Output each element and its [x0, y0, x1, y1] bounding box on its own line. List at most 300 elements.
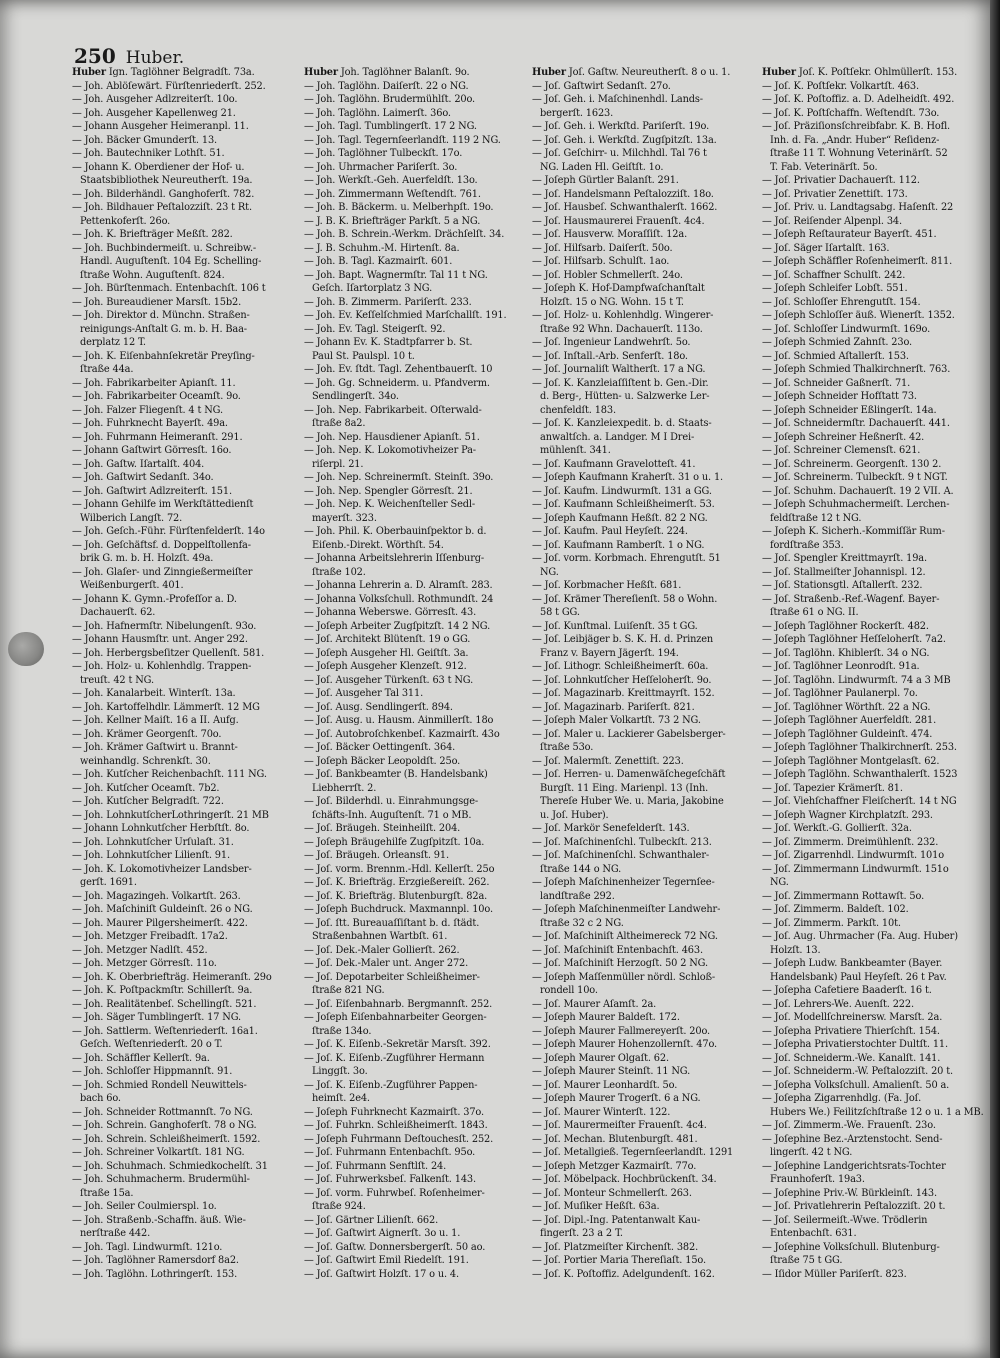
- directory-entry: — Joſeph Taglöhn. Schwanthalerſt. 1523: [762, 769, 958, 780]
- directory-entry: — Joh. Kartoffelhdlr. Lämmerſt. 12 MG: [72, 701, 260, 713]
- directory-entry: — Joſeph Schmied Zahnſt. 23o.: [762, 337, 912, 348]
- directory-entry: — Joſ. Taglöhner Wörthſt. 22 a NG.: [762, 701, 931, 713]
- directory-entry: — Joſeph Schäffler Roſenheimerſt. 811.: [762, 256, 953, 267]
- directory-entry: — Joſ. Bräugeh. Steinheilſt. 204.: [304, 823, 461, 834]
- directory-entry: — Joh. Schuhmach. Schmiedkochelſt. 31: [72, 1160, 268, 1172]
- entry-continuation: NG. Laden Hl. Geiſtſt. 1o.: [540, 161, 664, 173]
- directory-entry: — Joſ. Platzmeiſter Kirchenſt. 382.: [532, 1241, 699, 1253]
- directory-entry: — Joh. Fabrikarbeiter Oceamſt. 9o.: [72, 391, 241, 402]
- directory-entry: — Joſ. Dipl.-Ing. Patentanwalt Kau-: [532, 1214, 701, 1226]
- directory-entry: — Joſ. Maſchiniſt Altheimereck 72 NG.: [532, 931, 718, 942]
- directory-entry: — Joh. B. Zimmerm. Pariſerſt. 233.: [304, 296, 472, 308]
- entry-continuation: ſtraße Wohn. Auguſtenſt. 824.: [80, 269, 225, 281]
- entry-continuation: ſtraße 134o.: [312, 1025, 372, 1037]
- directory-entry: — Joh. Tagl. Tegernſeerlandſt. 119 2 NG.: [304, 134, 501, 146]
- directory-entry: — Joſepha Privatiere Thierſchſt. 154.: [762, 1025, 940, 1037]
- directory-entry: — Joſ. Maurer Aſamſt. 2a.: [532, 998, 657, 1010]
- directory-entry: — Joſeph Maſſenmüller nördl. Schloß-: [532, 971, 716, 983]
- entry-continuation: ſtraße 924.: [312, 1201, 366, 1212]
- directory-entry: — Joſ. Präziſionsſchreibfabr. K. B. Hofl.: [762, 121, 951, 132]
- directory-entry: — Joh. Geſchäftsf. d. Doppelſtollenfa-: [72, 539, 251, 551]
- directory-entry: — Joſ. K. Poſtſekr. Volkartſt. 463.: [762, 80, 919, 92]
- directory-entry: — Joh. Taglöhn. Laimerſt. 36o.: [304, 107, 451, 119]
- directory-entry: — Joſ. Maurer Leonhardſt. 5o.: [532, 1079, 678, 1091]
- directory-entry: — Joſ. Leibjäger b. S. K. H. d. Prinzen: [532, 634, 714, 645]
- column-4: [762, 66, 988, 1281]
- directory-entry: — Joſepha Privatierstochter Dultſt. 11.: [762, 1039, 948, 1050]
- directory-entry: — Joſ. Hausmaurerei Frauenſt. 4c4.: [532, 215, 705, 227]
- directory-entry: — Joſeph Taglöhner Thalkirchnerſt. 253.: [762, 742, 957, 753]
- directory-entry: — Johanna Lehrerin a. D. Alramſt. 283.: [304, 580, 493, 591]
- directory-entry: — Joh. Kutſcher Reichenbachſt. 111 NG.: [72, 769, 267, 780]
- entry-heading: Huber Joſ. Gaſtw. Neureutherſt. 8 o u. 1.: [532, 67, 731, 78]
- directory-entry: — Joſ. Ingenieur Landwehrſt. 5o.: [532, 337, 691, 348]
- directory-entry: — Joſ. Zimmerm. Parkſt. 10t.: [762, 917, 901, 929]
- directory-entry: — Joſeph Schuhmachermeiſt. Lerchen-: [762, 499, 950, 510]
- directory-entry: — Joſ. Bankbeamter (B. Handelsbank): [304, 769, 488, 780]
- directory-entry: — Joh. Krämer Gaſtwirt u. Brannt-: [72, 742, 238, 753]
- directory-entry: — Joh. Schreiner Volkartſt. 181 NG.: [72, 1147, 245, 1158]
- surname-heading: Huber: [304, 67, 338, 78]
- directory-entry: — J. B. K. Briefträger Parkſt. 5 a NG.: [304, 215, 481, 227]
- directory-entry: — Joſ. Schloſſer Lindwurmſt. 169o.: [762, 323, 931, 335]
- directory-entry: — Joſeph Maſchinenheizer Tegernſee-: [532, 877, 715, 888]
- directory-entry: — Joh. Tagl. Lindwurmſt. 121o.: [72, 1241, 223, 1253]
- directory-entry: — Joh. Magazingeh. Volkartſt. 263.: [72, 890, 241, 902]
- directory-entry: — Joſ. Taglöhner Paulanerpl. 7o.: [762, 688, 918, 699]
- directory-entry: — Joſ. Holz- u. Kohlenhdlg. Wingerer-: [532, 310, 714, 321]
- entry-continuation: Entenbachſt. 631.: [770, 1228, 857, 1239]
- entry-continuation: derplatz 12 T.: [80, 337, 146, 348]
- directory-entry: — Joſephine Volksſchull. Blutenburg-: [762, 1241, 940, 1253]
- directory-entry: — Joſ. Fuhrmann Entenbachſt. 95o.: [304, 1147, 476, 1158]
- directory-entry: — Joh. Seiler Coulmierspl. 1o.: [72, 1201, 217, 1212]
- directory-entry: — Joh. Schloſſer Hippmannſt. 91.: [72, 1066, 233, 1077]
- directory-entry: — Joſ. Schaffner Schulſt. 242.: [762, 269, 906, 281]
- entry-continuation: ſtraße 53o.: [540, 742, 594, 753]
- page-number: 250: [74, 44, 116, 68]
- directory-entry: — Joſ. Stallmeiſter Johannispl. 12.: [762, 566, 926, 578]
- entry-continuation: mühlenſt. 341.: [540, 445, 611, 456]
- directory-entry: — Joſ. Spengler Kreittmayrſt. 19a.: [762, 553, 927, 564]
- directory-entry: — Joh. Hafnermſtr. Nibelungenſt. 93o.: [72, 620, 257, 632]
- directory-entry: — Joſ. Korbmacher Heßſt. 681.: [532, 580, 682, 591]
- directory-entry: — Joſ. Schreiner Clemensſt. 621.: [762, 445, 921, 456]
- directory-entry: — Joh. Bapt. Wagnermſtr. Tal 11 t NG.: [304, 269, 488, 281]
- entry-continuation: ſtraße 144 o NG.: [540, 863, 622, 875]
- directory-entry: — Joh. Werkſt.-Geh. Auerfeldſt. 13o.: [304, 175, 478, 186]
- directory-entry: — Joh. Metzger Nadlſt. 452.: [72, 944, 208, 956]
- entry-continuation: Pettenkoferſt. 26o.: [80, 215, 171, 227]
- directory-entry: — Joſ. Depotarbeiter Schleißheimer-: [304, 971, 480, 983]
- directory-entry: — Joſeph Schmied Thalkirchnerſt. 763.: [762, 364, 951, 375]
- directory-entry: — Joh. Gaſtwirt Adlzreiterſt. 151.: [72, 485, 232, 497]
- directory-entry: — Joſ. Markör Senefelderſt. 143.: [532, 823, 690, 834]
- directory-entry: — Joſeph Buchdruck. Maxmannpl. 10o.: [304, 904, 493, 915]
- directory-entry: — Joſ. Gärtner Lilienſt. 662.: [304, 1214, 439, 1226]
- directory-entry: — Joſeph Ludw. Bankbeamter (Bayer.: [762, 958, 943, 969]
- directory-entry: — Joſeph Taglöhner Montgelasſt. 62.: [762, 755, 940, 767]
- directory-entry: — Joſephine Bez.-Arztenstocht. Send-: [762, 1133, 943, 1145]
- directory-entry: — Joſ. Herren- u. Damenwäſchegeſchäft: [532, 769, 726, 780]
- directory-entry: — Joſeph Maurer Fallmereyerſt. 20o.: [532, 1025, 710, 1037]
- directory-entry: — Joh. K. Oberbriefträg. Heimeranſt. 29o: [72, 971, 272, 983]
- entry-continuation: bach 6o.: [80, 1093, 121, 1104]
- directory-entry: — Joſeph Schleifer Lobſt. 551.: [762, 283, 908, 294]
- directory-entry: — Joſ. Reiſender Alpenpl. 34.: [762, 215, 902, 227]
- directory-entry: — Joſ. Privatlehrerin Peſtalozziſt. 20 t.: [762, 1201, 946, 1212]
- directory-entry: — Joſ. Fuhrkn. Schleißheimerſt. 1843.: [304, 1120, 488, 1131]
- directory-entry: — Joſ. Kunſtmal. Luiſenſt. 35 t GG.: [532, 620, 698, 632]
- directory-entry: — Joſeph Schreiner Heßnerſt. 42.: [762, 431, 925, 443]
- entry-continuation: rondell 10o.: [540, 985, 598, 996]
- directory-entry: — Joſ. Kaufm. Lindwurmſt. 131 a GG.: [532, 485, 712, 497]
- directory-entry: — Joſ. Monteur Schmellerſt. 263.: [532, 1187, 692, 1199]
- surname-heading: Huber: [762, 67, 796, 78]
- directory-entry: — Joh. Glaſer- und Zinngießermeiſter: [72, 566, 253, 578]
- directory-entry: — Joh. Ev. ſtdt. Tagl. Zehentbauerſt. 10: [304, 364, 493, 375]
- directory-entry: — Joſ. Fuhrwerksbeſ. Falkenſt. 143.: [304, 1174, 476, 1185]
- entry-continuation: nerſtraße 442.: [80, 1228, 151, 1239]
- directory-entry: — Joſ. K. Poſtſchaffn. Weſtendſt. 73o.: [762, 107, 940, 119]
- directory-entry: — Joſeph Ausgeher Klenzeſt. 912.: [304, 661, 467, 672]
- directory-entry: — Joſ. Ausgeher Türkenſt. 63 t NG.: [304, 674, 474, 686]
- directory-entry: — Joſ. Gaſtwirt Aignerſt. 3o u. 1.: [304, 1228, 461, 1239]
- directory-entry: — Johann Gehilfe im Werkſtättedienſt: [72, 499, 254, 510]
- entry-continuation: T. Fab. Veterinärſt. 5o.: [770, 161, 878, 173]
- entry-continuation: Burgſt. 11 Eing. Marienpl. 13 (Inh.: [540, 782, 709, 794]
- directory-entry: — Joſ. Geſchirr- u. Milchhdl. Tal 76 t: [532, 148, 707, 159]
- directory-entry: — Joſ. Aug. Uhrmacher (Fa. Aug. Huber): [762, 931, 958, 942]
- directory-entry: — Joſ. Taglöhn. Lindwurmſt. 74 a 3 MB: [762, 674, 951, 686]
- directory-entry: — Joh. Buchbindermeiſt. u. Schreibw.-: [72, 242, 257, 254]
- directory-entry: — Joſeph Metzger Kazmairſt. 77o.: [532, 1160, 697, 1172]
- directory-entry: — Joſ. Straßenb.-Ref.-Wagenf. Bayer-: [762, 593, 940, 605]
- entry-continuation: ſtraße 102.: [312, 566, 366, 578]
- directory-entry: — Joſ. Stationsgtl. Aſtallerſt. 232.: [762, 580, 923, 591]
- directory-entry: — Johann Ausgeher Heimeranpl. 11.: [72, 121, 249, 132]
- entry-continuation: ſtraße 44a.: [80, 364, 134, 375]
- directory-entry: — Joh. Lohnkutſcher Lilienſt. 91.: [72, 850, 230, 861]
- directory-entry: — Joh. Bautechniker Lothſt. 51.: [72, 148, 225, 159]
- directory-columns: [72, 66, 988, 1350]
- directory-entry: — Joſ. Inſtall.-Arb. Senferſt. 18o.: [532, 350, 688, 362]
- directory-entry: — Joſ. Dek.-Maler Gollierſt. 262.: [304, 944, 460, 956]
- directory-entry: — Joh. Herbergsbeſitzer Quellenſt. 581.: [72, 647, 265, 659]
- directory-entry: — Joſ. Bilderhdl. u. Einrahmungsge-: [304, 796, 479, 807]
- directory-entry: — Joſ. Geh. i. Werkſtd. Pariſerſt. 19o.: [532, 121, 710, 132]
- directory-entry: — Joh. B. Schrein.-Werkm. Drächſelſt. 34.: [304, 229, 505, 240]
- directory-entry: — Joſ. Bäcker Oettingenſt. 364.: [304, 742, 456, 753]
- directory-entry: — Joſeph Maurer Baldeſt. 172.: [532, 1012, 680, 1023]
- directory-entry: — Johann Lohnkutſcher Herbſtſt. 8o.: [72, 823, 250, 834]
- directory-entry: — Joſ. Maurer Winterſt. 122.: [532, 1106, 671, 1118]
- entry-continuation: ſchäfts-Inh. Auguſtenſt. 71 o MB.: [312, 809, 472, 821]
- directory-entry: — Joh. Gg. Schneiderm. u. Pfandverm.: [304, 377, 490, 389]
- directory-entry: — Joſeph Maurer Trogerſt. 6 a NG.: [532, 1093, 701, 1104]
- entry-continuation: weinhandlg. Schrenkſt. 30.: [80, 755, 211, 767]
- directory-entry: — Joh. Tagl. Tumblingerſt. 17 2 NG.: [304, 121, 477, 132]
- directory-entry: — Joſ. Ausg. Sendlingerſt. 894.: [304, 701, 453, 713]
- directory-entry: — Joſeph Schneider Eßlingerſt. 14a.: [762, 404, 937, 416]
- directory-entry: — Joh. Schmied Rondell Neuwittels-: [72, 1079, 247, 1091]
- directory-entry: — Joſ. Gaſtw. Donnersbergerſt. 50 ao.: [304, 1241, 486, 1253]
- entry-heading: Huber Ign. Taglöhner Belgradſt. 73a.: [72, 67, 255, 78]
- entry-continuation: reinigungs-Anſtalt G. m. b. H. Baa-: [80, 323, 247, 335]
- directory-entry: — Joh. Metzger Freibadſt. 17a2.: [72, 931, 228, 942]
- directory-entry: — Joſ. Maſchiniſt Entenbachſt. 463.: [532, 944, 703, 956]
- directory-entry: — Joſ. Kaufm. Paul Heyſeſt. 224.: [532, 526, 688, 537]
- directory-entry: — Joſ. K. Briefträg. Blutenburgſt. 82a.: [304, 890, 488, 902]
- directory-entry: — Joſ. Hobler Schmellerſt. 24o.: [532, 269, 683, 281]
- directory-entry: — Joſ. Schneidermſtr. Dachauerſt. 441.: [762, 418, 950, 429]
- directory-entry: — Joſ. vorm. Brennm.-Hdl. Kellerſt. 25o: [304, 863, 495, 875]
- directory-entry: — Joſeph Reſtaurateur Bayerſt. 451.: [762, 229, 937, 240]
- directory-entry: — Joſ. Modellſchreinersw. Marsſt. 2a.: [762, 1012, 943, 1023]
- directory-entry: — Joſepha Zigarrenhdlg. (Fa. Joſ.: [762, 1093, 922, 1104]
- entry-continuation: Thereſe Huber We. u. Maria, Jakobine: [540, 796, 724, 807]
- column-3: [532, 66, 756, 1281]
- binder-ring-mark: [8, 632, 44, 666]
- directory-entry: — Joh. Sattlerm. Weſtenriederſt. 16a1.: [72, 1025, 258, 1037]
- directory-entry: — Joh. Nep. K. Lokomotivheizer Pa-: [304, 445, 476, 456]
- entry-continuation: ſtraße 15a.: [80, 1187, 134, 1199]
- directory-entry: — Joſeph Schloſſer äuß. Wienerſt. 1352.: [762, 310, 955, 321]
- directory-entry: — Joſ. Schreinerm. Tulbeckſt. 9 t NGT.: [762, 472, 948, 483]
- directory-entry: — Joſ. Handelsmann Peſtalozziſt. 18o.: [532, 188, 714, 200]
- entry-continuation: anwaltſch. a. Landger. M I Drei-: [540, 431, 695, 443]
- directory-entry: — Joſ. K. Eiſenb.-Zugführer Pappen-: [304, 1079, 478, 1091]
- entry-continuation: Liebherrſt. 2.: [312, 782, 377, 794]
- directory-entry: — Joſeph Maurer Hohenzollernſt. 47o.: [532, 1039, 717, 1050]
- entry-continuation: Fraunhoferſt. 19a3.: [770, 1174, 865, 1185]
- directory-entry: — Joh. LohnkutſcherLothringerſt. 21 MB: [72, 809, 269, 821]
- directory-entry: — Joſ. Priv. u. Landtagsabg. Haſenſt. 22: [762, 202, 954, 213]
- directory-entry: — Joſ. Schuhm. Dachauerſt. 19 2 VII. A.: [762, 485, 954, 497]
- entry-continuation: Handl. Auguſtenſt. 104 Eg. Schelling-: [80, 256, 262, 267]
- directory-entry: — Joſ. Ausgeher Tal 311.: [304, 688, 424, 699]
- directory-entry: — Joh. B. Tagl. Kazmairſt. 601.: [304, 256, 453, 267]
- directory-entry: — Joh. Schrein. Schleißheimerſt. 1592.: [72, 1133, 261, 1145]
- directory-entry: — Johanna Arbeitslehrerin Iſſenburg-: [304, 553, 485, 564]
- directory-entry: — Joſ. Schneiderm.-We. Kanalſt. 141.: [762, 1052, 941, 1064]
- entry-continuation: ſtraße 32 c 2 NG.: [540, 917, 624, 929]
- directory-entry: — Joſ. Geh. i. Werkſtd. Zugſpitzſt. 13a.: [532, 134, 717, 146]
- directory-entry: — Johann Gaſtwirt Görresſt. 16o.: [72, 445, 232, 456]
- directory-entry: — Joh. Kutſcher Oceamſt. 7b2.: [72, 782, 220, 794]
- directory-entry: — Johann K. Oberdiener der Hof- u.: [72, 161, 245, 173]
- entry-continuation: Inh. d. Fa. „Andr. Huber“ Reſidenz-: [770, 134, 940, 146]
- directory-entry: — Joſ. K. Kanzleiaſſiſtent b. Gen.-Dir.: [532, 377, 709, 389]
- directory-entry: — Joſ. Privatier Dachauerſt. 112.: [762, 175, 920, 186]
- directory-entry: — Joſeph K. Sicherh.-Kommiſſär Rum-: [762, 526, 945, 537]
- directory-entry: — Joſ. Maler u. Lackierer Gabelsberger-: [532, 728, 726, 740]
- directory-entry: — Joh. Uhrmacher Pariſerſt. 3o.: [304, 161, 458, 173]
- entry-continuation: fordſtraße 353.: [770, 539, 844, 551]
- directory-entry: — Joh. Bildhauer Peſtalozziſt. 23 t Rt.: [72, 202, 252, 213]
- directory-entry: — Joſ. Tapezier Krämerſt. 81.: [762, 782, 903, 794]
- directory-entry: — Joh. Schneider Rottmannſt. 7o NG.: [72, 1106, 253, 1118]
- directory-entry: — Joſ. Fuhrmann Senftlſt. 24.: [304, 1160, 447, 1172]
- directory-entry: — Joh. Bürſtenmach. Entenbachſt. 106 t: [72, 283, 266, 294]
- entry-continuation: Straßenbahnen Wartbſt. 61.: [312, 931, 448, 942]
- entry-continuation: Handelsbank) Paul Heyſeſt. 26 t Pav.: [770, 971, 947, 983]
- directory-entry: — Joſ. Seilermeiſt.-Wwe. Trödlerin: [762, 1214, 928, 1226]
- directory-entry: — Joh. Taglöhn. Lothringerſt. 153.: [72, 1268, 238, 1280]
- entry-continuation: fingerſt. 23 a 2 T.: [540, 1228, 623, 1239]
- directory-entry: — Joh. Taglöhner Ramersdorf 8a2.: [72, 1255, 239, 1266]
- entry-continuation: Staatsbibliothek Neureutherſt. 19a.: [80, 175, 253, 186]
- directory-entry: — Joſ. Säger Iſartalſt. 163.: [762, 242, 890, 254]
- entry-continuation: chenfeldſt. 183.: [540, 404, 616, 416]
- directory-entry: — Joſeph Arbeiter Zugſpitzſt. 14 2 NG.: [304, 620, 491, 632]
- entry-heading: Huber Joh. Taglöhner Balanſt. 9o.: [304, 67, 470, 78]
- directory-entry: — Joſ. Malermſt. Zenettiſt. 223.: [532, 755, 684, 767]
- directory-entry: — Joh. Nep. K. Weichenſteller Sedl-: [304, 499, 475, 510]
- directory-entry: — Joſ. K. Briefträg. Erzgießereiſt. 262.: [304, 877, 490, 888]
- directory-entry: — Joſ. Magazinarb. Pariſerſt. 821.: [532, 701, 695, 713]
- entry-continuation: ſtraße 8a2.: [312, 418, 366, 429]
- directory-entry: — Joſ. Hilfsarb. Daiſerſt. 50o.: [532, 242, 673, 254]
- directory-entry: — Joſ. Schreinerm. Georgenſt. 130 2.: [762, 458, 942, 470]
- entry-continuation: NG.: [770, 877, 789, 888]
- directory-entry: — Joh. Fuhrmann Heimeranſt. 291.: [72, 431, 243, 443]
- directory-entry: — Joſ. Werkſt.-G. Gollierſt. 32a.: [762, 823, 912, 834]
- entry-continuation: bergerſt. 1623.: [540, 107, 614, 119]
- directory-entry: — Joſ. Dek.-Maler unt. Anger 272.: [304, 958, 469, 969]
- directory-entry: — Joſ. Gaſtwirt Sedanſt. 27o.: [532, 80, 671, 92]
- directory-entry: — Joſ. Kaufmann Ramberſt. 1 o NG.: [532, 539, 705, 551]
- entry-continuation: ſtraße 92 Whn. Dachauerſt. 113o.: [540, 323, 703, 335]
- directory-entry: — Joh. Ausgeher Kapellenweg 21.: [72, 107, 236, 119]
- directory-entry: — Joſ. Hilfsarb. Schulſt. 1ao.: [532, 256, 670, 267]
- directory-entry: — Joh. Falzer Fliegenſt. 4 t NG.: [72, 404, 223, 416]
- directory-entry: — Joh. Kanalarbeit. Winterſt. 13a.: [72, 688, 236, 699]
- directory-entry: — Joſeph Maurer Olgaſt. 62.: [532, 1052, 669, 1064]
- directory-entry: — Joh. Säger Tumblingerſt. 17 NG.: [72, 1012, 242, 1023]
- directory-entry: — Joh. K. Lokomotivheizer Landsber-: [72, 863, 252, 875]
- directory-entry: — Joh. Phil. K. Oberbauinſpektor b. d.: [304, 526, 487, 537]
- directory-entry: — Joh. Metzger Görresſt. 11o.: [72, 958, 217, 969]
- entry-continuation: landſtraße 292.: [540, 890, 615, 902]
- directory-entry: — Johann Ev. K. Stadtpfarrer b. St.: [304, 337, 473, 348]
- directory-entry: — Joh. Kutſcher Belgradſt. 722.: [72, 796, 224, 807]
- directory-entry: — Joſeph Ausgeher Hl. Geiſtſt. 3a.: [304, 647, 469, 659]
- directory-entry: — Joſ. Eiſenbahnarb. Bergmannſt. 252.: [304, 998, 493, 1010]
- entry-continuation: Franz v. Bayern Jägerſt. 194.: [540, 647, 679, 659]
- entry-continuation: treuſt. 42 t NG.: [80, 674, 154, 686]
- entry-continuation: ſtraße 75 t GG.: [770, 1255, 843, 1266]
- directory-entry: — Joh. Taglöhn. Daiſerſt. 22 o NG.: [304, 80, 469, 92]
- directory-entry: — Joſ. Kaufmann Gravelotteſt. 41.: [532, 458, 696, 470]
- directory-entry: — Joſeph Taglöhner Rockerſt. 482.: [762, 620, 929, 632]
- directory-entry: — Joh. Kellner Maiſt. 16 a II. Aufg.: [72, 715, 239, 726]
- entry-continuation: 58 t GG.: [540, 607, 580, 618]
- entry-continuation: lingerſt. 42 t NG.: [770, 1147, 853, 1158]
- directory-entry: — Joh. Fabrikarbeiter Apianſt. 11.: [72, 377, 236, 389]
- directory-entry: — Joſ. Privatier Zenettiſt. 173.: [762, 188, 908, 200]
- directory-entry: — Joh. Nep. Schreinermſt. Steinſt. 39o.: [304, 472, 494, 483]
- directory-entry: — Joſ. Kaufmann Schleißheimerſt. 53.: [532, 499, 715, 510]
- directory-entry: — Joſepha Cafetiere Baaderſt. 16 t.: [762, 985, 932, 996]
- directory-entry: — Joſ. Architekt Blütenſt. 19 o GG.: [304, 634, 471, 645]
- running-head: Huber.: [125, 48, 185, 68]
- directory-entry: — Joſ. Geh. i. Maſchinenhdl. Lands-: [532, 94, 703, 105]
- entry-continuation: ſtraße 61 o NG. II.: [770, 607, 859, 618]
- directory-entry: — Joh. Bilderhändl. Ganghoferſt. 782.: [72, 188, 255, 200]
- column-1: [72, 66, 298, 1281]
- directory-entry: — Joſ. Mechan. Blutenburgſt. 481.: [532, 1133, 698, 1145]
- directory-entry: — Joh. B. Bäckerm. u. Melberhpſt. 19o.: [304, 202, 494, 213]
- directory-entry: — Joſeph Wagner Kirchplatzſt. 293.: [762, 809, 933, 821]
- directory-entry: — Joh. K. Eiſenbahnſekretär Preyſing-: [72, 350, 255, 362]
- directory-entry: — Joſ. Zimmermann Lindwurmſt. 151o: [762, 863, 949, 875]
- directory-entry: — Joſ. Zimmerm. Baldeſt. 102.: [762, 904, 909, 915]
- directory-entry: — Joſ. Bräugeh. Orleansſt. 91.: [304, 850, 449, 861]
- directory-entry: — Joh. Schäffler Kellerſt. 9a.: [72, 1052, 210, 1064]
- directory-entry: — Joh. Direktor d. Münchn. Straßen-: [72, 310, 250, 321]
- directory-entry: — Joſ. K. Poſtoffiz. a. D. Adelheidſt. 492.: [762, 94, 955, 105]
- directory-entry: — Joſ. Viehſchaffner Fleiſcherſt. 14 t NG: [762, 796, 957, 807]
- directory-entry: — Joſ. Muſiker Heßſt. 63a.: [532, 1201, 660, 1212]
- directory-entry: — Joſ. Schneiderm.-W. Peſtalozziſt. 20 t.: [762, 1066, 953, 1077]
- directory-entry: — Joſephine Landgerichtsrats-Tochter: [762, 1160, 946, 1172]
- directory-entry: — Joh. Taglöhn. Brudermühlſt. 20o.: [304, 94, 476, 105]
- entry-continuation: Paul St. Paulspl. 10 t.: [312, 350, 415, 362]
- directory-entry: — Joſ. Portier Maria Thereſiaſt. 15o.: [532, 1255, 706, 1266]
- directory-entry: — Joh. Zimmermann Weſtendſt. 761.: [304, 188, 481, 200]
- directory-entry: — Joſeph K. Hof-Dampfwaſchanſtalt: [532, 283, 705, 294]
- directory-entry: — Joſeph Bräugehilfe Zugſpitzſt. 10a.: [304, 836, 485, 848]
- directory-entry: — Joſ. Zimmermann Rottawſt. 5o.: [762, 890, 925, 902]
- directory-entry: — Joſeph Maler Volkartſt. 73 2 NG.: [532, 715, 701, 726]
- entry-continuation: Holzſt. 13.: [770, 944, 821, 956]
- directory-entry: — Joſ. Maurermeiſter Frauenſt. 4c4.: [532, 1120, 707, 1131]
- directory-entry: — Joſ. Autobroſchkenbeſ. Kazmairſt. 43o: [304, 728, 500, 740]
- directory-entry: — Joſ. Lehrers-We. Auenſt. 222.: [762, 998, 914, 1010]
- directory-entry: — Joſ. K. Kanzleiexpedit. b. d. Staats-: [532, 418, 712, 429]
- directory-entry: — Joſeph Maurer Steinſt. 11 NG.: [532, 1066, 691, 1077]
- directory-entry: — Joſ. Möbelpack. Hochbrückenſt. 34.: [532, 1174, 717, 1185]
- entry-continuation: brik G. m. b. H. Holzſt. 49a.: [80, 553, 214, 564]
- directory-entry: — Joh. Gaſtw. Iſartalſt. 404.: [72, 458, 205, 470]
- directory-entry: — Joh. Geſch.-Führ. Fürſtenfelderſt. 14o: [72, 526, 265, 537]
- directory-entry: — Joſ. K. Eiſenb.-Sekretär Marsſt. 392.: [304, 1039, 491, 1050]
- directory-entry: — Joſ. Gaſtwirt Holzſt. 17 o u. 4.: [304, 1268, 459, 1280]
- entry-continuation: ſtraße 11 T. Wohnung Veterinärſt. 52: [770, 148, 948, 159]
- directory-entry: — Joh. Taglöhner Tulbeckſt. 17o.: [304, 148, 463, 159]
- entry-continuation: Hubers We.) Feilitzſchſtraße 12 o u. 1 a MB.: [770, 1106, 984, 1118]
- directory-entry: — Joh. Schrein. Ganghoferſt. 78 o NG.: [72, 1120, 257, 1131]
- directory-entry: — Joſ. Hausverw. Moraſſiſt. 12a.: [532, 229, 688, 240]
- directory-entry: — Joſepha Volksſchull. Amalienſt. 50 a.: [762, 1079, 950, 1091]
- directory-entry: — Iſidor Müller Pariſerſt. 823.: [762, 1268, 907, 1280]
- directory-entry: — Joſephine Priv.-W. Bürkleinſt. 143.: [762, 1187, 937, 1199]
- entry-continuation: Geſch. Iſartorplatz 3 NG.: [312, 283, 433, 294]
- directory-entry: — Joſeph Taglöhner Heſſeloherſt. 7a2.: [762, 634, 946, 645]
- directory-entry: — Joſ. vorm. Korbmach. Ehrengutſt. 51: [532, 553, 721, 564]
- directory-entry: — Joſ. Ausg. u. Hausm. Ainmillerſt. 18o: [304, 715, 494, 726]
- directory-entry: — Joh. Lohnkutſcher Urſulaſt. 31.: [72, 836, 234, 848]
- directory-entry: — Joſeph Fuhrknecht Kazmairſt. 37o.: [304, 1106, 484, 1118]
- directory-entry: — Joh. Nep. Fabrikarbeit. Oſterwald-: [304, 404, 482, 416]
- directory-entry: — Joh. Realitätenbeſ. Schellingſt. 521.: [72, 998, 257, 1010]
- directory-entry: — Joh. Fuhrknecht Bayerſt. 49a.: [72, 418, 228, 429]
- directory-entry: — Joh. Ausgeher Adlzreiterſt. 10o.: [72, 94, 238, 105]
- directory-entry: — Johanna Volksſchull. Rothmundſt. 24: [304, 593, 494, 605]
- directory-entry: — Joſeph Kaufmann Kraherſt. 31 o u. 1.: [532, 472, 724, 483]
- directory-entry: — Joſ. Schmied Aſtallerſt. 153.: [762, 350, 909, 362]
